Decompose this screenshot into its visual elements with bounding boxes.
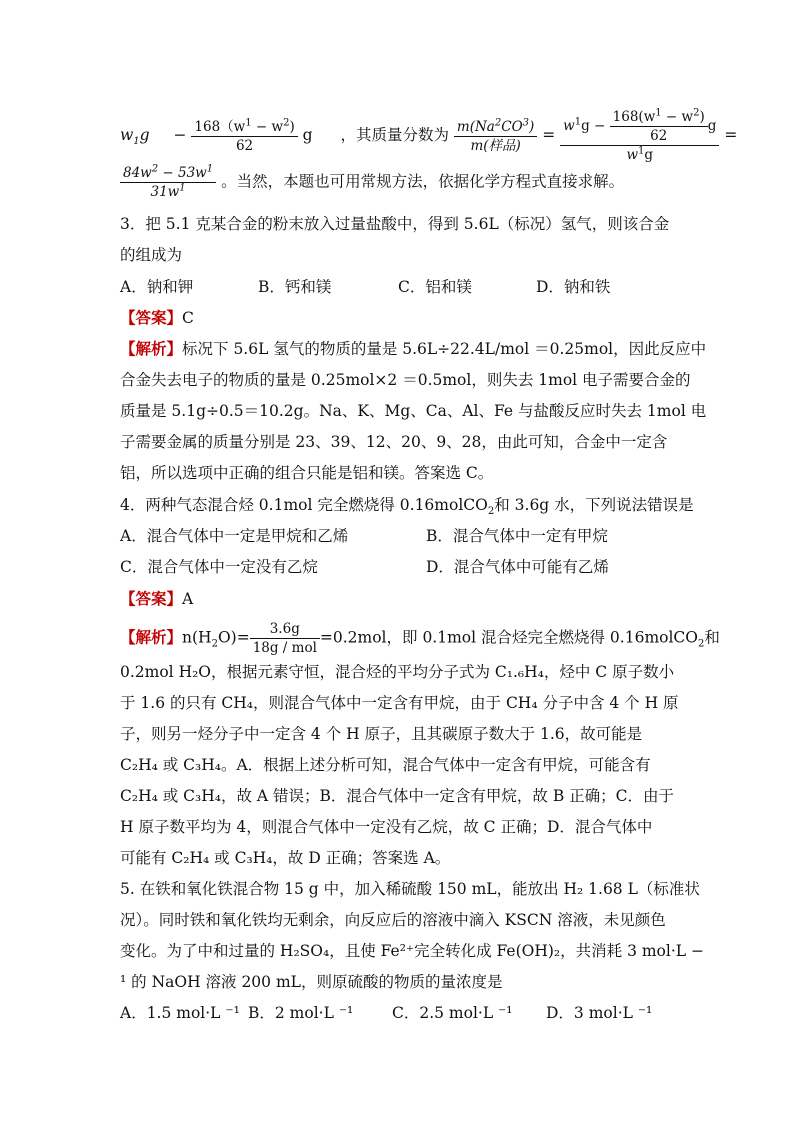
q5-option-a: A．1.5 mol·L ⁻¹: [120, 1004, 240, 1022]
fraction-moles-water: $\frac{3.6g}{\text{18g / mol}}$: [250, 620, 320, 657]
q3-option-b: B．钙和镁: [258, 278, 332, 296]
q4-analysis-7: H 原子数平均为 4，则混合气体中一定没有乙烷，故 C 正确；D．混合气体中: [120, 818, 653, 836]
answer-tag: 【答案】: [120, 308, 183, 327]
q5-option-c: C．2.5 mol·L ⁻¹: [392, 1004, 513, 1022]
q3-analysis-2: 合金失去电子的物质的量是 0.25mol×2 ＝0.5mol，则失去 1mol 电子需要合金的: [120, 371, 691, 389]
q3-option-d: D．钠和铁: [536, 278, 611, 296]
answer-tag: 【答案】: [120, 589, 183, 608]
q5-stem-1: 5. 在铁和氧化铁混合物 15 g 中，加入稀硫酸 150 mL，能放出 H₂ 1.68 L（标准状: [120, 880, 700, 898]
fraction-mass-ratio: $\frac{m(Na^2CO^3)}{\text{m(样品)}}$: [454, 118, 537, 155]
q3-stem-line-1: 3．把 5.1 克某合金的粉末放入过量盐酸中，得到 5.6L（标况）氢气，则该合金: [120, 215, 670, 233]
q5-stem-4: ¹ 的 NaOH 溶液 200 mL，则原硫酸的物质的量浓度是: [120, 973, 503, 991]
q4-analysis-8: 可能有 C₂H₄ 或 C₃H₄，故 D 正确；答案选 A。: [120, 849, 451, 867]
q3-analysis-1: 【解析】标况下 5.6L 氢气的物质的量是 5.6L÷22.4L/mol ＝0.25mol，因此反应中: [120, 339, 707, 358]
analysis-tag: 【解析】: [120, 627, 183, 647]
q3-stem-line-2: 的组成为: [120, 246, 183, 264]
q4-option-b: B．混合气体中一定有甲烷: [426, 527, 608, 545]
q4-options-ab: [120, 525, 608, 547]
q5-stem-3: 变化。为了中和过量的 H₂SO₄，且使 Fe²⁺完全转化成 Fe(OH)₂，共消耗 3 mol·L −: [120, 942, 704, 960]
q4-answer: 【答案】A: [120, 589, 194, 608]
formula-line-1: $w_1g$ − $\frac{168(w^1 - w^2)}{62}$ g ，其质量分数为 $\frac{m(Na^2CO^3)}{\text{m(样品)}}$ = $w^1g$ − $\frac{168(w^1 - w^2)}{62}$ g $w^1g$ =: [120, 107, 738, 163]
mass-fraction-label: ，其质量分数为: [340, 126, 449, 144]
formula-line-2: [120, 164, 624, 201]
q4-analysis-4: 子，则另一烃分子中一定含 4 个 H 原子，且其碳原子数大于 1.6，故可能是: [120, 725, 643, 743]
w1g-text: $w_1g$: [120, 126, 150, 148]
q5-option-b: B．2 mol·L ⁻¹: [248, 1004, 354, 1022]
q3-analysis-3: 质量是 5.1g÷0.5＝10.2g。Na、K、Mg、Ca、Al、Fe 与盐酸反应时失去 1mol 电: [120, 402, 707, 420]
minus-sign: −: [173, 126, 187, 144]
q3-option-a: A．钠和钾: [120, 278, 194, 296]
q4-analysis-3: 于 1.6 的只有 CH₄，则混合气体中一定含有甲烷，由于 CH₄ 分子中含 4 个 H 原: [120, 694, 679, 712]
fraction-168: $\frac{168(w^1 - w^2)}{62}$: [191, 118, 297, 155]
q4-option-d: D．混合气体中可能有乙烯: [426, 558, 609, 576]
q4-analysis-2: 0.2mol H₂O，根据元素守恒，混合烃的平均分子式为 C₁.₆H₄，烃中 C 原子数小: [120, 663, 675, 681]
fraction-result: $\frac{84w^2 - 53w^1}{31w^1}$: [120, 164, 216, 201]
q3-analysis-5: 铝，所以选项中正确的组合只能是铝和镁。答案选 C。: [120, 464, 494, 482]
q4-option-a: A．混合气体中一定是甲烷和乙烯: [120, 527, 349, 545]
q4-option-c: C．混合气体中一定没有乙烷: [120, 558, 318, 576]
q4-analysis-5: C₂H₄ 或 C₃H₄。A．根据上述分析可知，混合气体中一定含有甲烷，可能含有: [120, 756, 651, 774]
analysis-tag: 【解析】: [120, 339, 183, 358]
q4-analysis-1: 【解析】$n(H_2O)=$ $\frac{3.6g}{\text{18g / mol}}$ =0.2mol，即 0.1mol 混合烃完全燃烧得 0.16molCO$_2$和: [120, 621, 720, 656]
q5-option-d: D．3 mol·L ⁻¹: [546, 1004, 653, 1022]
formula-tail-text: 。当然，本题也可用常规方法，依据化学方程式直接求解。: [221, 172, 625, 191]
q5-stem-2: 况）。同时铁和氧化铁均无剩余，向反应后的溶液中滴入 KSCN 溶液，未见颜色: [120, 911, 666, 929]
q4-stem: 4．两种气态混合烃 0.1mol 完全燃烧得 0.16molCO$_2$和 3.6g 水，下列说法错误是: [120, 496, 694, 518]
fraction-compound: $w^1g$ − $\frac{168(w^1 - w^2)}{62}$ g $w^1g$: [560, 108, 719, 164]
q4-analysis-6: C₂H₄ 或 C₃H₄，故 A 错误；B．混合气体中一定含有甲烷，故 B 正确；C．由于: [120, 787, 675, 805]
q3-options: [120, 276, 610, 298]
q4-options-cd: [120, 556, 609, 578]
q3-analysis-4: 子需要金属的质量分别是 23、39、12、20、9、28，由此可知，合金中一定含: [120, 433, 668, 451]
q3-option-c: C．铝和镁: [398, 278, 472, 296]
q5-options: [120, 1002, 652, 1024]
q3-answer: 【答案】C: [120, 308, 194, 327]
